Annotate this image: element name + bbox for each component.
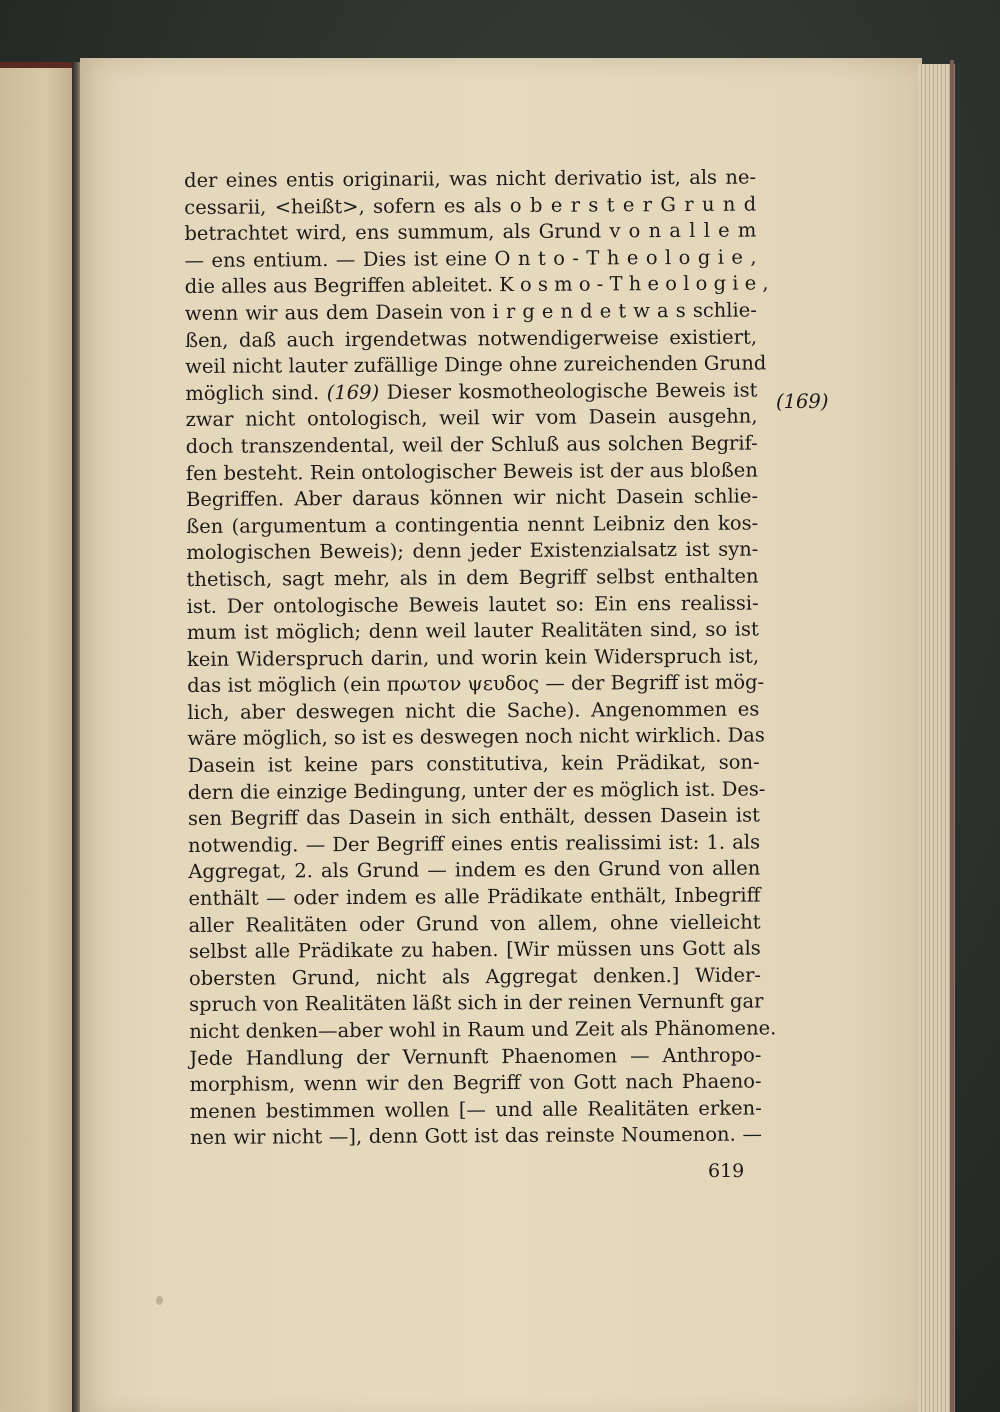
text-line: wäre möglich, so ist es deswegen noch nicht wirklich. Das — [187, 723, 765, 751]
text-line: menen bestimmen wollen [— und alle Realitäten erken- — [189, 1096, 762, 1123]
text-line: betrachtet wird, ens summum, als Grund v o n a l l e m — [184, 218, 757, 246]
text-line: weil nicht lauter zufällige Dinge ohne zureichenden Grund — [185, 351, 767, 379]
text-line: der eines entis originarii, was nicht derivatio ist, als ne- — [184, 165, 757, 192]
text-line: obersten Grund, nicht als Aggregat denken.] Wider- — [188, 963, 762, 990]
book-gutter — [72, 62, 80, 1412]
text-line: enthält — oder indem es alle Prädikate enthält, Inbegriff — [188, 883, 761, 911]
text-line: spruch von Realitäten läßt sich in der reinen Vernunft gar — [189, 989, 764, 1017]
body-text — [184, 165, 777, 1152]
text-segment: möglich sind. — [185, 380, 320, 405]
text-line: ßen, daß auch irgendetwas notwendigerweise existiert, — [184, 325, 758, 352]
page-number: 619 — [708, 1160, 745, 1182]
text-line: mum ist möglich; denn weil lauter Realitäten sind, so ist — [186, 617, 759, 645]
text-line: nen wir nicht —], denn Gott ist das reinste Noumenon. — — [189, 1122, 762, 1150]
text-line: ßen (argumentum a contingentia nennt Leibniz den kos- — [186, 511, 759, 538]
text-segment: Dieser kosmotheologische Beweis ist — [386, 378, 758, 404]
paper-spot — [156, 1296, 163, 1305]
text-line: lich, aber deswegen nicht die Sache). Angenommen es — [187, 697, 760, 724]
text-line: sen Begriff das Dasein in sich enthält, dessen Dasein ist — [187, 803, 761, 831]
text-line: die alles aus Begriffen ableitet. K o s m o - T h e o l o g i e , — [184, 271, 769, 299]
text-line: cessarii, <heißt>, sofern es als o b e r s t e r G r u n d — [184, 192, 757, 219]
text-line: selbst alle Prädikate zu haben. [Wir müssen uns Gott als — [188, 936, 761, 964]
text-line: nicht denken—aber wohl in Raum und Zeit als Phänomene. — [189, 1016, 777, 1043]
text-line: thetisch, sagt mehr, als in dem Begriff selbst enthalten — [186, 564, 759, 591]
text-line: ist. Der ontologische Beweis lautet so: Ein ens realissi- — [186, 590, 759, 618]
text-line: aller Realitäten oder Grund von allem, ohne vielleicht — [188, 910, 761, 937]
text-line-with-marker — [185, 377, 757, 407]
text-line: fen besteht. Rein ontologischer Beweis ist der aus bloßen — [185, 458, 758, 485]
text-line: mologischen Beweis); denn jeder Existenzialsatz ist syn- — [186, 537, 759, 565]
text-line: kein Widerspruch darin, und worin kein Widerspruch ist, — [186, 644, 760, 671]
text-line: wenn wir aus dem Dasein von i r g e n d e t w a s schlie- — [184, 298, 757, 325]
left-page-edge — [0, 62, 78, 1412]
margin-page-marker: (169) — [776, 390, 829, 413]
text-line: morphism, wenn wir den Begriff von Gott nach Phaeno- — [189, 1069, 762, 1097]
text-line: dern die einzige Bedingung, unter der es möglich ist. Des- — [187, 777, 766, 804]
text-line: Begriffen. Aber daraus können wir nicht Dasein schlie- — [185, 484, 759, 512]
text-line: Aggregat, 2. als Grund — indem es den Grund von allen — [188, 856, 761, 884]
text-line: zwar nicht ontologisch, weil wir vom Dasein ausgehn, — [185, 404, 758, 432]
text-line: — ens entium. — Dies ist eine O n t o - T h e o l o g i e , — [184, 245, 757, 272]
cover-edge — [950, 60, 954, 1412]
text-line: doch transzendental, weil der Schluß aus solchen Begrif- — [185, 431, 758, 458]
text-line: notwendig. — Der Begriff eines entis realissimi ist: 1. als — [188, 830, 761, 857]
inline-page-marker: (169) — [326, 380, 380, 404]
text-line: das ist möglich (ein πρωτον ψευδος — der Begriff ist mög- — [187, 670, 765, 698]
text-line: Dasein ist keine pars constitutiva, kein Prädikat, son- — [187, 750, 760, 778]
text-line: Jede Handlung der Vernunft Phaenomen — Anthropo- — [189, 1043, 762, 1070]
